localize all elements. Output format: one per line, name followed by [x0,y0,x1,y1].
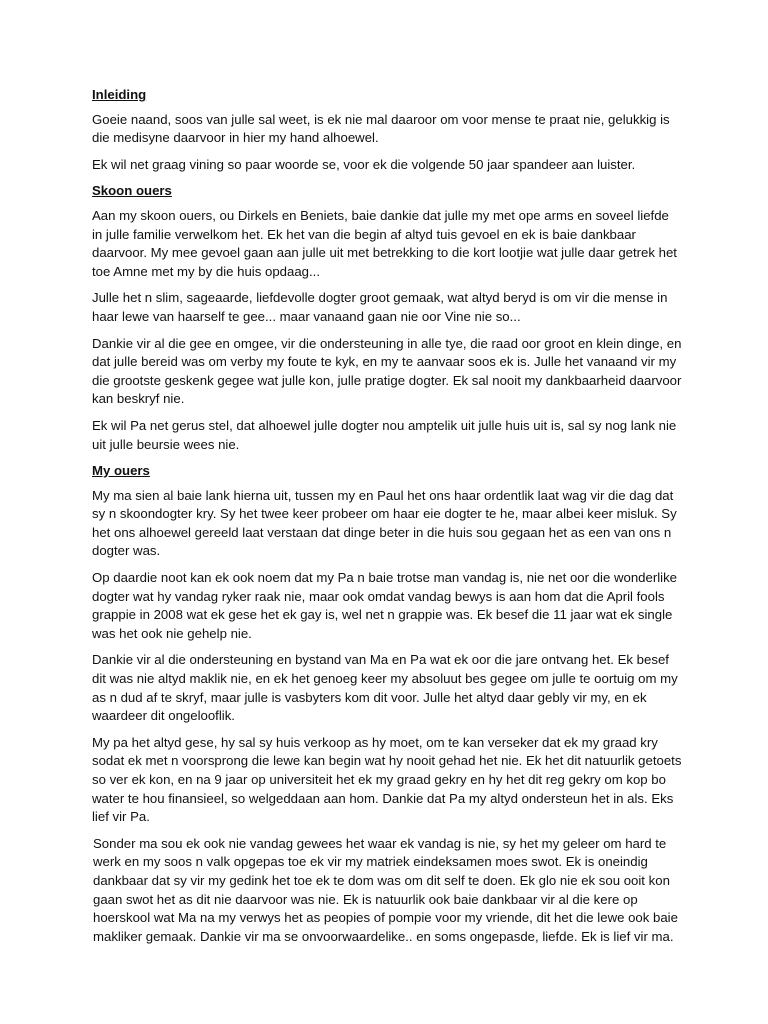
paragraph: Julle het n slim, sageaarde, liefdevolle dogter groot gemaak, wat altyd beryd is om vir die mense in haar lewe van haarself te gee... maar vanaand gaan nie oor Vine nie so... [92,290,668,324]
paragraph: Dankie vir al die gee en omgee, vir die ondersteuning in alle tye, die raad oor groot en klein dinge, en dat julle bereid was om verby my foute te kyk, en my te aanvaar soos ek is. Julle het vanaand vir my die grootste geskenk gegee wat julle kon, julle pratige dogter. Ek sal nooit my dankbaarheid daarvoor kan beskryf nie. [92,335,682,407]
document-page [92,86,682,954]
section-heading-skoon-ouers: Skoon ouers [92,183,172,199]
paragraph: Sonder ma sou ek ook nie vandag gewees het waar ek vandag is nie, sy het my geleer om hard te werk en my soos n valk opgepas toe ek vir my matriek eindeksamen moes swot. Ek is oneindig dankbaar dat sy vir my gedink het toe ek te dom was om dit self te doen. Ek glo nie ek sou ooit kon gaan swot het as dit nie daarvoor was nie. Ek is natuurlik ook baie dankbaar vir al die kere op hoerskool wat Ma na my verwys het as peopies of pompie voor my vriende, dit het die lewe ook baie makliker gemaak. Dankie vir ma se onvoorwaardelike.. en soms ongepasde, liefde. Ek is lief vir ma. [93,835,678,944]
paragraph: Goeie naand, soos van julle sal weet, is ek nie mal daaroor om voor mense te praat nie, gelukkig is die medisyne daarvoor in hier my hand alhoewel. [92,111,670,146]
paragraph: Dankie vir al die ondersteuning en bystand van Ma en Pa wat ek oor die jare ontvang het. Ek besef dit was nie altyd maklik nie, en ek het genoeg keer my absoluut bes gegee om julle te oortuig om my as n dud af te skryf, maar julle is vasbyters kom dit voor. Julle het altyd daar gebly vir my, en ek waardeer dit ongelooflik. [92,652,678,724]
section-heading-inleiding: Inleiding [92,87,147,102]
paragraph: Aan my skoon ouers, ou Dirkels en Beniets, baie dankie dat julle my met ope arms en soveel liefde in julle familie verwelkom het. Ek het van die begin af altyd tuis gevoel en ek is baie dankbaar daarvoor. My mee gevoel gaan aan julle uit met betrekking to die kort lootjie wat julle daar getrek het toe Amne met my by die huis opdaag... [92,207,677,279]
paragraph: My pa het altyd gese, hy sal sy huis verkoop as hy moet, om te kan verseker dat ek my graad kry sodat ek met n voorsprong die lewe kan begin wat hy nooit gehad het nie. Ek het dit natuurlik getoets so ver ek kon, en na 9 jaar op universiteit het ek my graad gekry en hy het dit reg gekry om kop bo water te hou finansieel, so welgeddaan aan hom. Dankie dat Pa my altyd ondersteun het in als. Eks lief vir Pa. [92,734,682,825]
paragraph: Ek wil net graag vining so paar woorde se, voor ek die volgende 50 jaar spandeer aan luister. [92,156,636,172]
paragraph: Ek wil Pa net gerus stel, dat alhoewel julle dogter nou amptelik uit julle huis uit is, sal sy nog lank nie uit julle beursie wees nie. [92,417,677,452]
paragraph: My ma sien al baie lank hierna uit, tussen my en Paul het ons haar ordentlik laat wag vir die dag dat sy n skoondogter kry. Sy het twee keer probeer om haar eie dogter te he, maar albei keer misluk. Sy het ons alhoewel gereeld laat verstaan dat dinge beter in die huis sou gegaan het as een van ons n dogter was. [92,487,677,559]
section-heading-my-ouers: My ouers [92,463,150,479]
paragraph: Op daardie noot kan ek ook noem dat my Pa n baie trotse man vandag is, nie net oor die wonderlike dogter wat hy vandag ryker raak nie, maar ook omdat vandag bewys is aan hom dat die April fools grappie in 2008 wat ek gese het ek gay is, wel net n grappie was. Ek besef die 11 jaar wat ek single was het ook nie gehelp nie. [92,570,677,641]
